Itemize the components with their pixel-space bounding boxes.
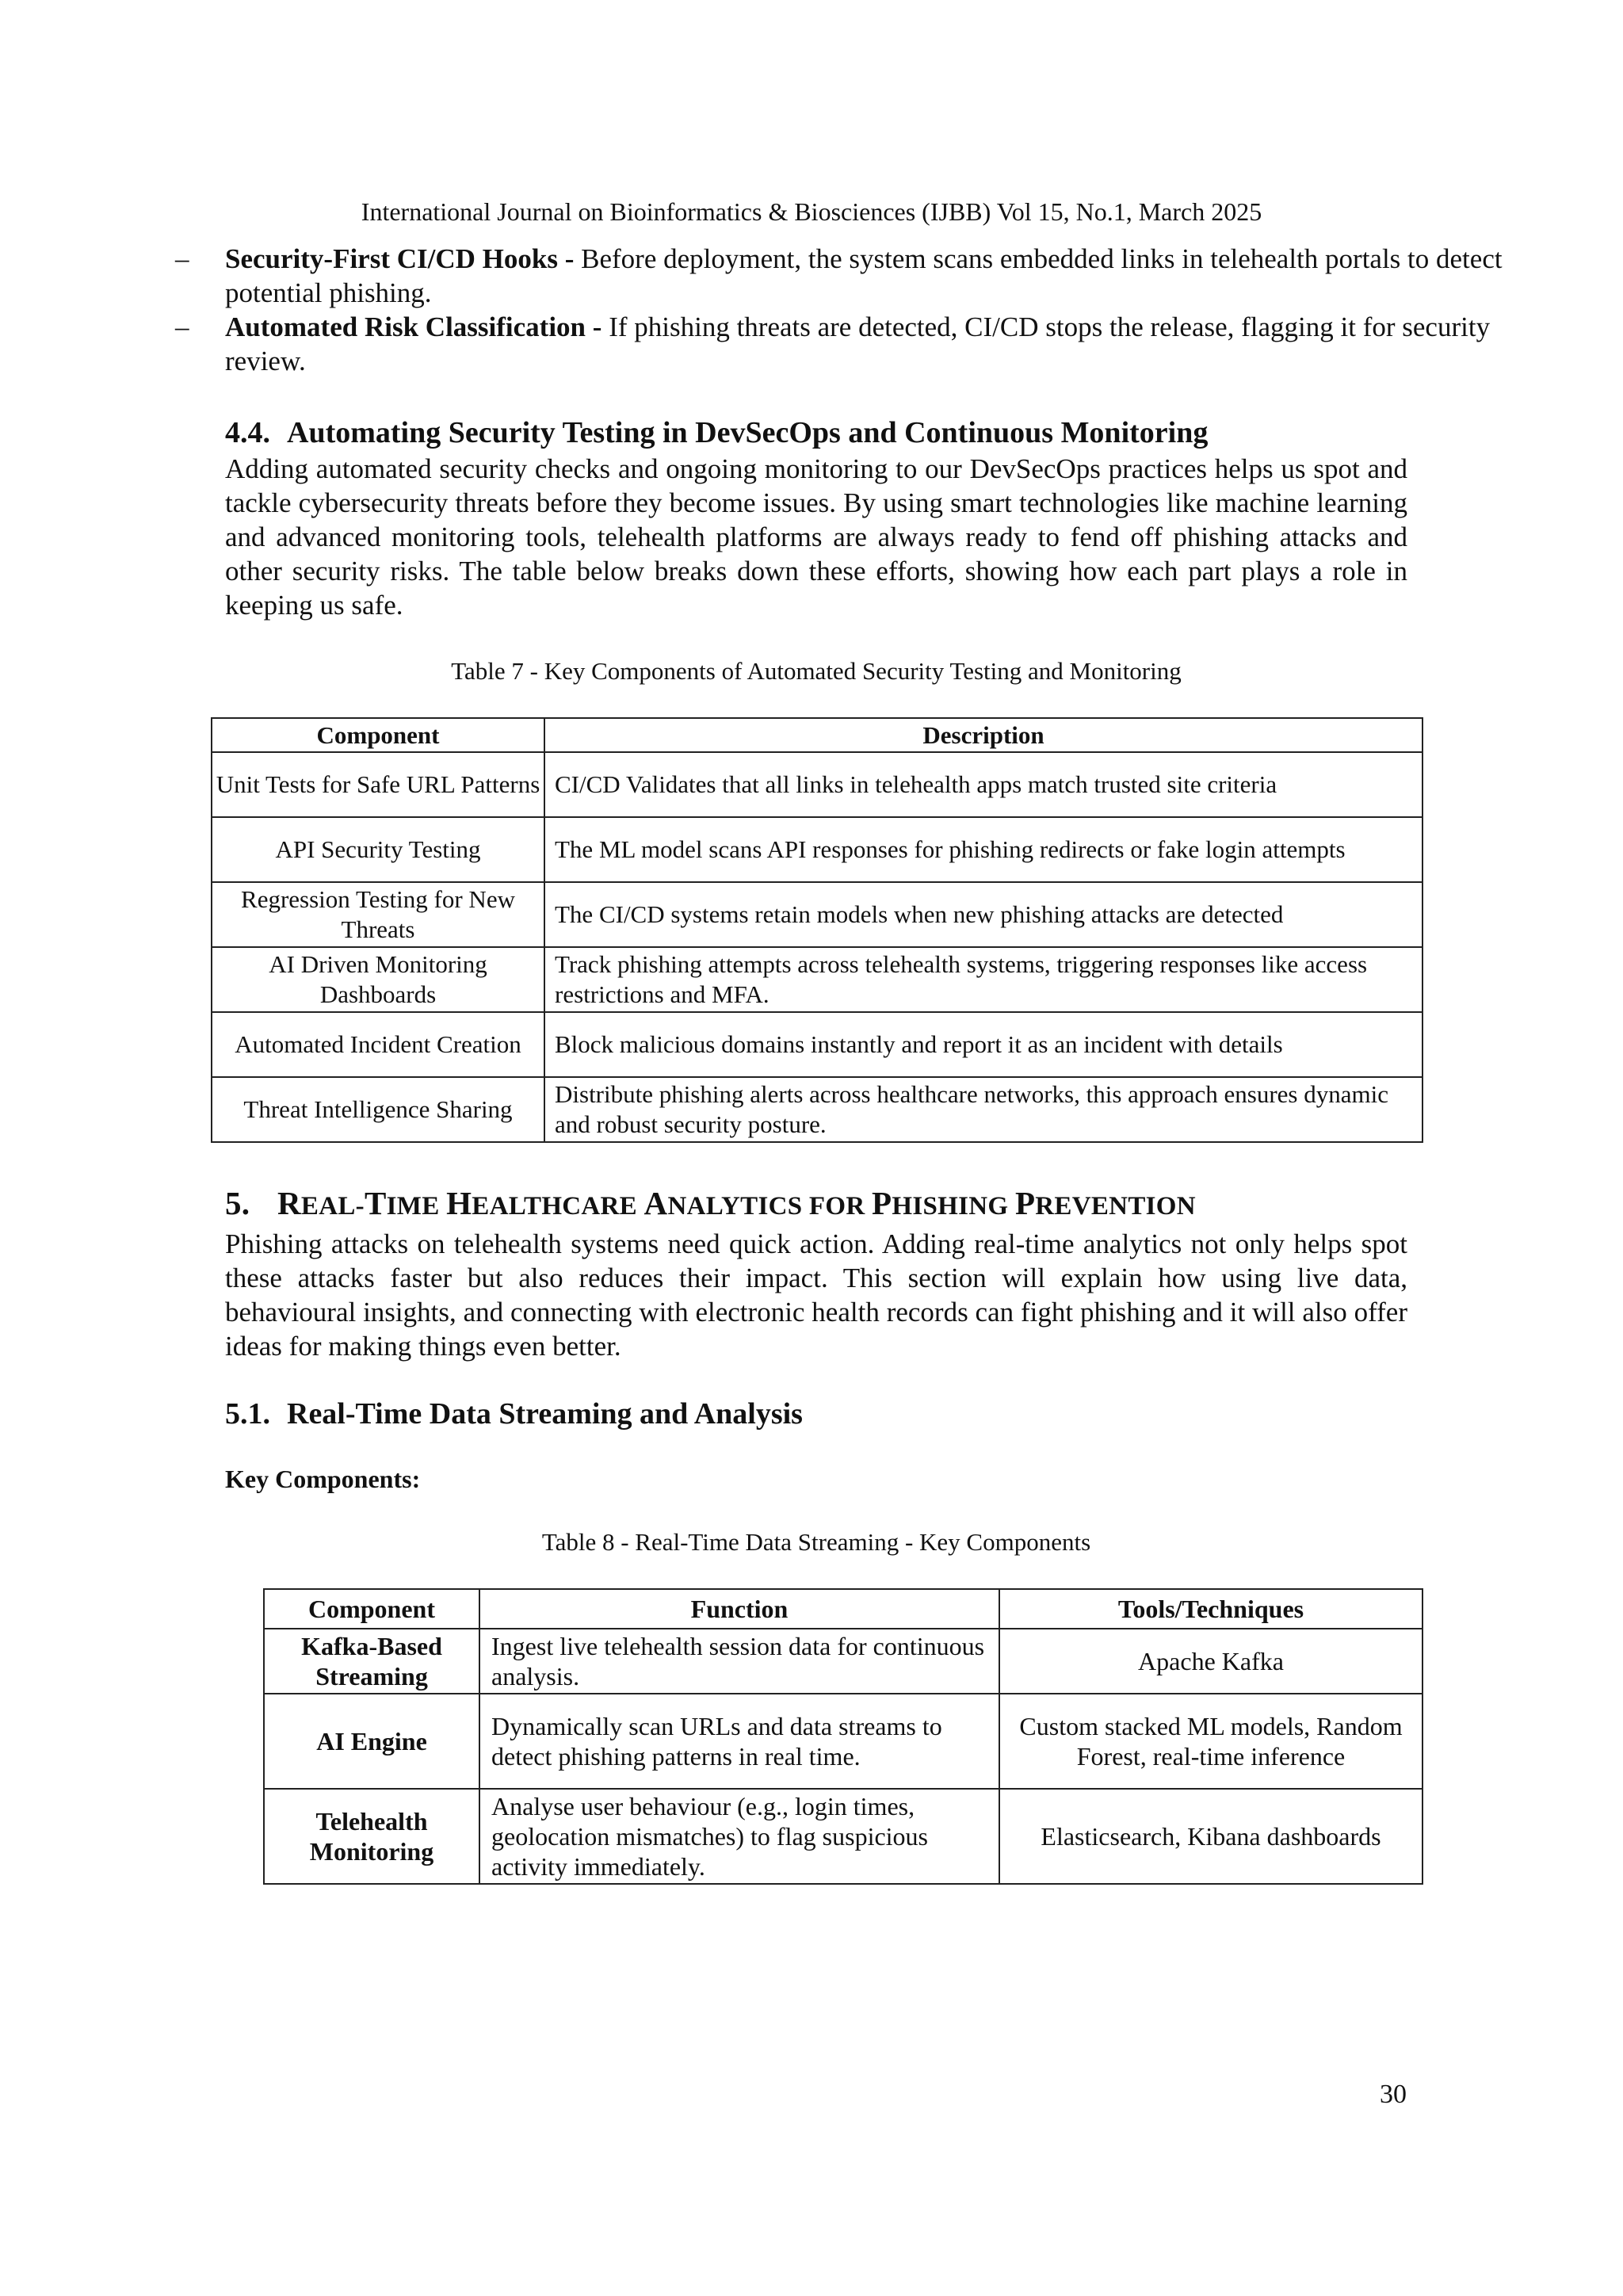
section-title-part: [277, 1185, 365, 1221]
table-row: [212, 817, 1423, 882]
table-cell-tools: Custom stacked ML models, Random Forest, real-time inference: [999, 1694, 1423, 1789]
section-title: Automating Security Testing in DevSecOps and Continuous Monitoring: [287, 416, 1209, 449]
table-row: [264, 1694, 1423, 1789]
title-rest: REVENTION: [1035, 1192, 1196, 1221]
table-row: [264, 1789, 1423, 1884]
bullet-text: If phishing threats are detected, CI/CD stops the release, flagging it for security review.: [225, 311, 1491, 376]
table-cell-description: Distribute phishing alerts across healthcare networks, this approach ensures dynamic and robust security posture.: [544, 1077, 1423, 1142]
table-row: [264, 1629, 1423, 1694]
table-cell-component: Unit Tests for Safe URL Patterns: [212, 752, 544, 817]
section-number: 4.4.: [225, 416, 270, 449]
section-title-part: [1015, 1185, 1196, 1221]
bullet-dash: –: [175, 243, 189, 274]
table-cell-component: AI Driven Monitoring Dashboards: [212, 947, 544, 1012]
section-title-part: [644, 1185, 873, 1221]
table-cell-component: AI Engine: [264, 1694, 479, 1789]
title-rest: EAL-: [300, 1192, 365, 1221]
table-7: [211, 717, 1423, 1143]
title-cap: R: [277, 1185, 301, 1221]
title-rest: EALTHCARE: [472, 1192, 644, 1221]
table-cell-component: Regression Testing for New Threats: [212, 882, 544, 947]
table-header-row: [212, 718, 1423, 752]
table-cell-function: Dynamically scan URLs and data streams to detect phishing patterns in real time.: [479, 1694, 999, 1789]
bullet-item: [125, 310, 1509, 378]
section-title-part: [872, 1185, 1015, 1221]
column-header: Component: [212, 718, 544, 752]
table-caption: Table 8 - Real-Time Data Streaming - Key Components: [541, 1528, 1091, 1556]
table-cell-component: Automated Incident Creation: [212, 1012, 544, 1077]
table-row: [212, 947, 1423, 1012]
table-row: [212, 882, 1423, 947]
section-heading-4-4: [225, 414, 1407, 452]
key-components-label: Key Components:: [225, 1465, 421, 1493]
table-cell-component: Telehealth Monitoring: [264, 1789, 479, 1884]
section-title-part: [446, 1185, 643, 1221]
column-header: Description: [544, 718, 1423, 752]
table-cell-function: Ingest live telehealth session data for continuous analysis.: [479, 1629, 999, 1694]
page-number: 30: [1380, 2080, 1407, 2109]
table-row: [212, 752, 1423, 817]
section-number: 5.: [225, 1185, 250, 1221]
table-cell-component: API Security Testing: [212, 817, 544, 882]
body-paragraph: Phishing attacks on telehealth systems need quick action. Adding real-time analytics not only helps spot these attacks faster but also reduces their impact. This section will explain how using live data, behavioural insights, and connecting with electronic health records can fight phishing and it will also offer ideas for making things even better.: [225, 1228, 1407, 1362]
title-cap: T: [364, 1185, 387, 1221]
table-cell-description: Track phishing attempts across telehealth systems, triggering responses like access restrictions and MFA.: [544, 947, 1423, 1012]
table-row: [212, 1077, 1423, 1142]
bullet-text: Before deployment, the system scans embedded links in telehealth portals to detect potential phishing.: [225, 243, 1503, 308]
column-header: Component: [264, 1589, 479, 1629]
column-header: Tools/Techniques: [999, 1589, 1423, 1629]
title-cap: H: [446, 1185, 472, 1221]
section-heading-5: [225, 1182, 1407, 1227]
bullet-item: [125, 242, 1509, 310]
table-cell-tools: Elasticsearch, Kibana dashboards: [999, 1789, 1423, 1884]
table-cell-description: CI/CD Validates that all links in telehealth apps match trusted site criteria: [544, 752, 1423, 817]
table-caption: Table 7 - Key Components of Automated Security Testing and Monitoring: [451, 657, 1182, 685]
bullet-lead: Security-First CI/CD Hooks -: [225, 243, 575, 274]
table-header-row: [264, 1589, 1423, 1629]
page-content: [175, 242, 1503, 1885]
section-title: Real-Time Data Streaming and Analysis: [287, 1397, 803, 1431]
table-cell-function: Analyse user behaviour (e.g., login times, geolocation mismatches) to flag suspicious activity immediately.: [479, 1789, 999, 1884]
title-cap: A: [643, 1185, 668, 1221]
body-paragraph: Adding automated security checks and ongoing monitoring to our DevSecOps practices helps us spot and tackle cybersecurity threats before they become issues. By using smart technologies like machine learning and advanced monitoring tools, telehealth platforms are always ready to fend off phishing attacks and other security risks. The table below breaks down these efforts, showing how each part plays a role in keeping us safe.: [225, 453, 1407, 621]
bullet-lead: Automated Risk Classification -: [225, 311, 602, 342]
title-rest: HISHING: [892, 1192, 1015, 1221]
title-cap: P: [1014, 1185, 1036, 1221]
table-cell-component: Kafka-Based Streaming: [264, 1629, 479, 1694]
table-cell-description: The CI/CD systems retain models when new phishing attacks are detected: [544, 882, 1423, 947]
title-rest: IME: [386, 1192, 447, 1221]
table-cell-description: Block malicious domains instantly and report it as an incident with details: [544, 1012, 1423, 1077]
table-row: [212, 1012, 1423, 1077]
table-cell-component: Threat Intelligence Sharing: [212, 1077, 544, 1142]
title-cap: P: [872, 1185, 892, 1221]
bullet-dash: –: [175, 311, 189, 342]
column-header: Function: [479, 1589, 999, 1629]
table-cell-description: The ML model scans API responses for phishing redirects or fake login attempts: [544, 817, 1423, 882]
section-title-part: [365, 1185, 446, 1221]
bullet-list: [125, 242, 1620, 378]
section-heading-5-1: [225, 1395, 1407, 1433]
section-number: 5.1.: [225, 1397, 270, 1431]
title-rest: NALYTICS FOR: [667, 1192, 873, 1221]
table-8: [263, 1588, 1423, 1885]
running-header: International Journal on Bioinformatics & Biosciences (IJBB) Vol 15, No.1, March 2025: [361, 197, 1262, 226]
table-cell-tools: Apache Kafka: [999, 1629, 1423, 1694]
